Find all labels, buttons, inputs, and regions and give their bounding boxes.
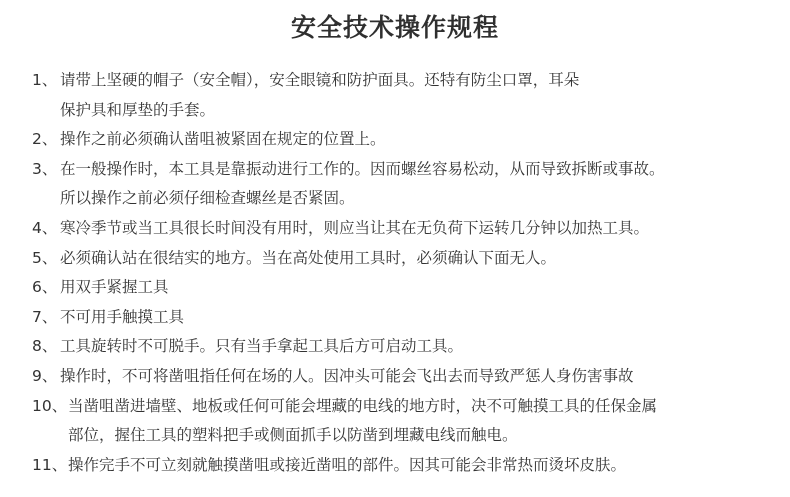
rule-item-10 <box>0 392 790 451</box>
rule-item-1 <box>0 66 790 125</box>
rule-text-line: 操作时，不可将凿咀指任何在场的人。因冲头可能会飞出去而导致严惩人身伤害事故 <box>60 366 634 385</box>
rule-text-line: 工具旋转时不可脱手。只有当手拿起工具后方可启动工具。 <box>60 337 464 356</box>
rule-number: 3、 <box>32 159 58 178</box>
rule-item-11 <box>0 451 790 481</box>
rule-text-line: 请带上坚硬的帽子（安全帽），安全眼镜和防护面具。还特有防尘口罩，耳朵 <box>60 71 580 89</box>
rule-text-line: 部位，握住工具的塑料把手或侧面抓手以防凿到埋藏电线而触电。 <box>68 426 518 445</box>
rule-item-5 <box>0 244 790 274</box>
rule-text-line: 所以操作之前必须仔细检查螺丝是否紧固。 <box>60 189 355 208</box>
page-title: 安全技术操作规程 <box>290 13 499 42</box>
rule-item-6 <box>0 273 790 303</box>
rule-number: 1、 <box>32 71 58 89</box>
rule-text-line: 操作完手不可立刻就触摸凿咀或接近凿咀的部件。因其可能会非常热而烫坏皮肤。 <box>68 455 627 474</box>
rule-number: 2、 <box>32 130 58 149</box>
rule-number: 6、 <box>32 278 58 297</box>
rule-text-line: 保护具和厚垫的手套。 <box>60 100 216 119</box>
rule-number: 5、 <box>32 248 58 267</box>
rule-item-9 <box>0 362 790 392</box>
rule-number: 8、 <box>32 337 58 356</box>
rule-number: 7、 <box>32 307 58 326</box>
rule-number: 9、 <box>32 366 58 385</box>
rule-number: 4、 <box>32 218 58 237</box>
rule-number: 11、 <box>32 455 68 474</box>
rule-text-line: 必须确认站在很结实的地方。当在高处使用工具时，必须确认下面无人。 <box>60 248 557 267</box>
rule-text-line: 不可用手触摸工具 <box>60 307 185 326</box>
rule-number: 10、 <box>32 396 68 415</box>
rules-list <box>0 66 790 480</box>
rule-item-4 <box>0 214 790 244</box>
rule-text-line: 寒冷季节或当工具很长时间没有用时，则应当让其在无负荷下运转几分钟以加热工具。 <box>60 218 650 237</box>
rule-item-8 <box>0 332 790 362</box>
rule-item-2 <box>0 125 790 155</box>
rule-text-line: 在一般操作时，本工具是靠振动进行工作的。因而螺丝容易松动，从而导致拆断或事故。 <box>60 159 665 178</box>
rule-item-3 <box>0 155 790 214</box>
rule-text-line: 用双手紧握工具 <box>60 278 169 297</box>
rule-text-line: 当凿咀凿进墙壁、地板或任何可能会埋藏的电线的地方时，决不可触摸工具的任保金属 <box>68 396 658 415</box>
rule-item-7 <box>0 303 790 333</box>
rule-text-line: 操作之前必须确认凿咀被紧固在规定的位置上。 <box>60 130 386 149</box>
